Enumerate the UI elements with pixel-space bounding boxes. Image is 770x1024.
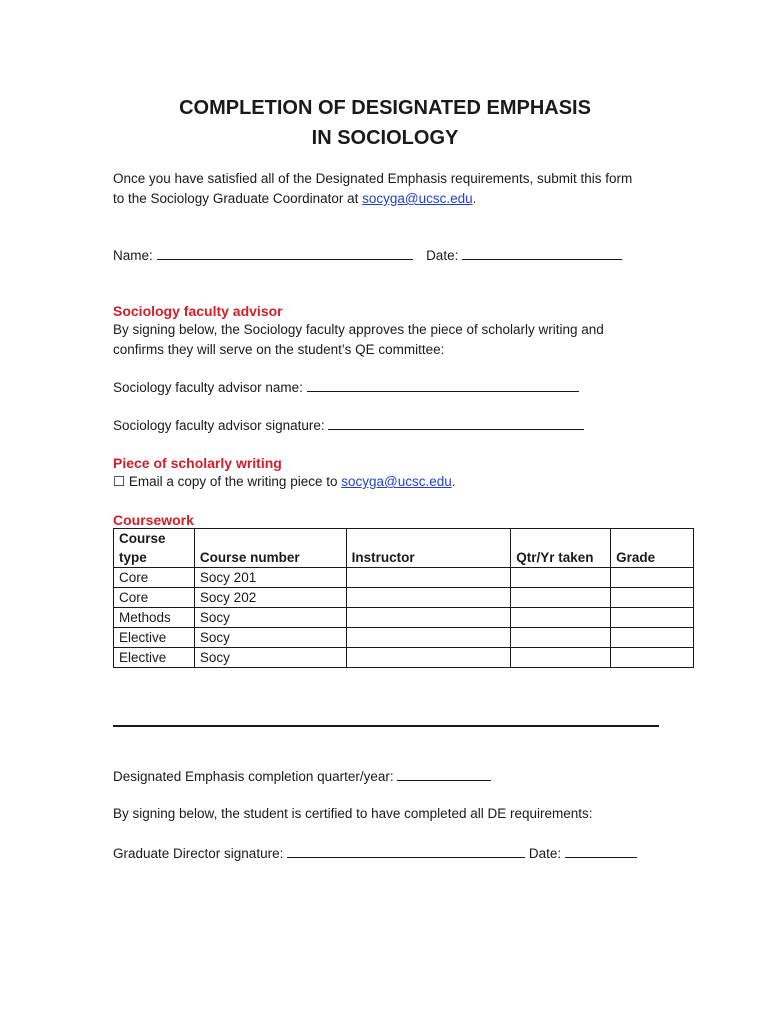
header-course-type-line1: Course <box>119 531 166 546</box>
writing-suffix: . <box>451 474 456 489</box>
table-row <box>114 608 694 628</box>
course-number-cell[interactable]: Socy <box>194 608 346 628</box>
certify-text: By signing below, the student is certified to have completed all DE requirements: <box>113 806 593 821</box>
header-qtr-yr: Qtr/Yr taken <box>511 529 611 568</box>
director-date-label: Date: <box>528 846 562 861</box>
course-type-cell: Methods <box>114 608 195 628</box>
course-type-cell: Elective <box>114 648 195 668</box>
form-title-line1: COMPLETION OF DESIGNATED EMPHASIS <box>179 97 591 119</box>
course-type-cell: Core <box>114 568 195 588</box>
grade-cell[interactable] <box>611 628 694 648</box>
writing-email-row <box>113 472 456 492</box>
intro-prefix: to the Sociology Graduate Coordinator at <box>113 191 363 206</box>
course-number-cell[interactable]: Socy 202 <box>194 588 346 608</box>
coursework-heading: Coursework <box>113 512 194 528</box>
name-label: Name: <box>113 248 153 263</box>
qtr-yr-cell[interactable] <box>511 568 611 588</box>
header-course-type-line2: type <box>119 550 147 565</box>
qtr-yr-cell[interactable] <box>511 608 611 628</box>
course-number-cell[interactable]: Socy <box>194 628 346 648</box>
advisor-name-label: Sociology faculty advisor name: <box>113 380 303 395</box>
header-course-type <box>114 529 195 568</box>
writing-email-link[interactable]: socyga@ucsc.edu <box>341 474 452 489</box>
director-signature-field[interactable] <box>287 843 525 858</box>
grade-cell[interactable] <box>611 588 694 608</box>
grade-cell[interactable] <box>611 608 694 628</box>
director-signature-label: Graduate Director signature: <box>113 846 284 861</box>
header-instructor: Instructor <box>346 529 511 568</box>
intro-text-line1: Once you have satisfied all of the Designated Emphasis requirements, submit this form <box>113 171 633 186</box>
date-label: Date: <box>426 248 459 263</box>
writing-heading: Piece of scholarly writing <box>113 455 282 471</box>
coursework-table <box>113 528 694 668</box>
advisor-signature-field[interactable] <box>328 415 584 430</box>
form-title-line2: IN SOCIOLOGY <box>311 127 459 149</box>
table-header-row <box>114 529 694 568</box>
completion-quarter-field[interactable] <box>397 766 491 781</box>
course-number-cell[interactable]: Socy <box>194 648 346 668</box>
completion-quarter-row <box>113 766 491 787</box>
qtr-yr-cell[interactable] <box>511 628 611 648</box>
name-date-row <box>113 245 622 266</box>
director-signature-row <box>113 843 637 864</box>
intro-text-line2 <box>113 189 476 209</box>
advisor-text-line2: confirms they will serve on the student’s QE committee: <box>113 342 445 357</box>
qtr-yr-cell[interactable] <box>511 648 611 668</box>
qtr-yr-cell[interactable] <box>511 588 611 608</box>
advisor-signature-row <box>113 415 584 436</box>
instructor-cell[interactable] <box>346 628 511 648</box>
advisor-name-row <box>113 377 579 398</box>
director-date-field[interactable] <box>565 843 637 858</box>
date-field[interactable] <box>462 245 622 260</box>
grade-cell[interactable] <box>611 648 694 668</box>
header-grade: Grade <box>611 529 694 568</box>
grade-cell[interactable] <box>611 568 694 588</box>
intro-suffix: . <box>472 191 477 206</box>
table-row <box>114 628 694 648</box>
advisor-heading: Sociology faculty advisor <box>113 303 283 319</box>
instructor-cell[interactable] <box>346 588 511 608</box>
coordinator-email-link[interactable]: socyga@ucsc.edu <box>362 191 473 206</box>
writing-prefix: Email a copy of the writing piece to <box>128 474 342 489</box>
course-type-cell: Elective <box>114 628 195 648</box>
table-row <box>114 588 694 608</box>
header-course-number: Course number <box>194 529 346 568</box>
course-type-cell: Core <box>114 588 195 608</box>
advisor-text-line1: By signing below, the Sociology faculty approves the piece of scholarly writing and <box>113 322 604 337</box>
name-field[interactable] <box>157 245 413 260</box>
advisor-name-field[interactable] <box>307 377 579 392</box>
checkbox-icon[interactable]: ☐ <box>113 474 126 489</box>
instructor-cell[interactable] <box>346 568 511 588</box>
course-number-cell[interactable]: Socy 201 <box>194 568 346 588</box>
advisor-signature-label: Sociology faculty advisor signature: <box>113 418 325 433</box>
instructor-cell[interactable] <box>346 608 511 628</box>
table-row <box>114 648 694 668</box>
completion-quarter-label: Designated Emphasis completion quarter/year: <box>113 769 394 784</box>
table-row <box>114 568 694 588</box>
instructor-cell[interactable] <box>346 648 511 668</box>
section-divider <box>113 725 659 727</box>
